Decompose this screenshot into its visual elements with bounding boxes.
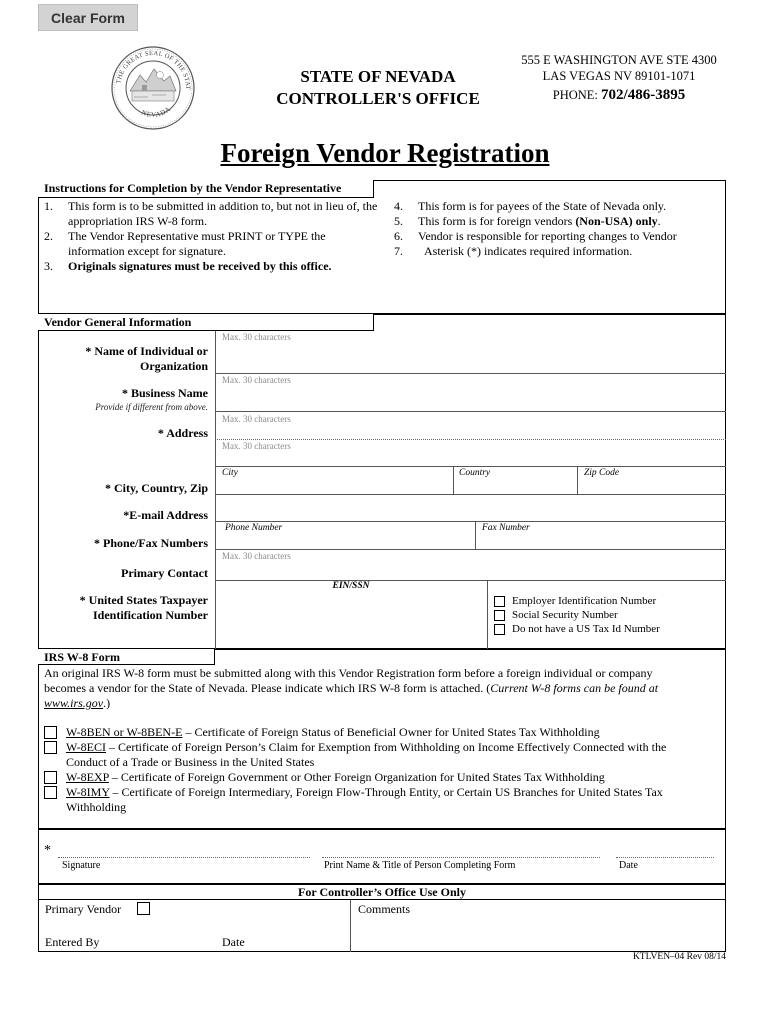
instruction-item: 7. Asterisk (*) indicates required information. [394,244,633,258]
date-field[interactable] [616,836,714,856]
address-line-1-field[interactable] [216,412,725,438]
business-hint: Provide if different from above. [95,402,208,412]
primary-vendor-label: Primary Vendor [45,902,122,916]
irs-w8-heading: IRS W-8 Form [38,649,215,665]
city-field[interactable] [216,467,452,493]
address-label: * Address [157,426,208,440]
form-code: KTLVEN–04 Rev 08/14 [632,952,726,962]
email-field[interactable] [216,495,725,521]
entered-by-label: Entered By [45,935,100,949]
instruction-item: 3. Originals signatures must be received by this office. [44,259,332,273]
city-country-zip-label: * City, Country, Zip [104,481,208,495]
address-line-1: 555 E WASHINGTON AVE STE 4300 [521,53,717,67]
primary-vendor-checkbox[interactable] [137,902,150,915]
phone-fax-label: * Phone/Fax Numbers [94,536,208,550]
country-field[interactable] [454,467,576,493]
phone-label: PHONE: [552,88,598,102]
business-name-label: * Business Name [121,386,208,400]
clear-form-button[interactable]: Clear Form [38,4,138,31]
ein-checkbox[interactable] [494,596,505,607]
signature-label: Signature [62,860,101,871]
phone-line [500,87,738,103]
city-hint: City [222,468,238,478]
w8-option-exp: W-8EXP – Certificate of Foreign Government or Other Foreign Organization for United States Tax Withholding [44,770,724,785]
instruction-item: 5. This form is for foreign vendors (Non-USA) only. [394,214,661,228]
ssn-checkbox[interactable] [494,610,505,621]
date-label: Date [619,860,638,871]
irs-link[interactable]: www.irs.gov [44,696,104,710]
phone-number: 702/486-3895 [601,87,686,103]
print-name-field[interactable] [322,836,600,856]
phone-hint: Phone Number [225,523,283,533]
name-max-hint: Max. 30 characters [222,332,291,342]
office-line-1: STATE OF NEVADA [300,67,456,86]
primary-contact-field[interactable] [216,550,725,579]
instructions-left [44,199,384,274]
tax-id-options [494,594,660,636]
fax-number-field[interactable] [476,522,725,548]
office-use-heading: For Controller’s Office Use Only [38,885,726,900]
fax-hint: Fax Number [482,523,530,533]
tax-option-ein: Employer Identification Number [494,594,660,608]
comments-label: Comments [358,902,411,916]
form-title: Foreign Vendor Registration [220,138,550,168]
w8-option-imy: W-8IMY – Certificate of Foreign Intermediary, Foreign Flow-Through Entity, or Certain US Branches for United States Tax Withholding [44,785,724,815]
email-label: *E-mail Address [123,508,208,522]
w8eci-checkbox[interactable] [44,741,57,754]
office-address [500,52,738,103]
office-name [256,66,500,110]
address-line-2-field[interactable] [216,440,725,466]
tax-option-none: Do not have a US Tax Id Number [494,622,660,636]
address-max-hint-1: Max. 30 characters [222,414,291,424]
instruction-item: 1. This form is to be submitted in addition to, but not in lieu of, the appropriation IRS W-8 form. [44,199,378,228]
ein-ssn-field[interactable] [216,594,486,648]
signature-asterisk: * [44,843,51,858]
vendor-info-heading: Vendor General Information [38,314,374,331]
instruction-item: 6. Vendor is responsible for reporting changes to Vendor [394,229,677,243]
instruction-item: 2. The Vendor Representative must PRINT or TYPE the information except for signature. [44,229,326,258]
contact-max-hint: Max. 30 characters [222,551,291,561]
instructions-right [394,199,724,259]
office-line-2: CONTROLLER'S OFFICE [276,89,480,108]
signature-line [58,857,310,858]
w8-option-ben: W-8BEN or W-8BEN-E – Certificate of Foreign Status of Beneficial Owner for United States Tax Withholding [44,725,724,740]
w8imy-checkbox[interactable] [44,786,57,799]
instructions-heading: Instructions for Completion by the Vendor Representative [38,180,374,198]
zip-hint: Zip Code [584,468,620,478]
w8exp-checkbox[interactable] [44,771,57,784]
zip-field[interactable] [578,467,725,493]
w8-intro: An original IRS W-8 form must be submitted along with this Vendor Registration form before a foreign individual or company becomes a vendor for the State of Nevada. Please indicate which IRS W-8 form is attached. (Current W-8 forms can be found at www.irs.gov.) [44,666,659,710]
svg-text:NEVADA: NEVADA [140,104,173,119]
no-tax-id-checkbox[interactable] [494,624,505,635]
taxpayer-id-label: * United States Taxpayer Identification Number [79,593,208,622]
address-max-hint-2: Max. 30 characters [222,441,291,451]
divider [350,900,351,952]
w8-options [44,725,724,815]
w8-option-eci: W-8ECI – Certificate of Foreign Person’s Claim for Exemption from Withholding on Income Effectively Connected with the Conduct of a Trade or Business in the United States [44,740,724,770]
instruction-item: 4. This form is for payees of the State of Nevada only. [394,199,667,213]
country-hint: Country [459,468,491,478]
nevada-seal-logo [108,45,198,131]
signature-field[interactable] [58,836,310,856]
tax-option-ssn: Social Security Number [494,608,660,622]
divider [487,580,488,649]
phone-number-field[interactable] [216,522,474,548]
primary-contact-label: Primary Contact [121,566,208,580]
address-line-2: LAS VEGAS NV 89101-1071 [542,69,696,83]
w8ben-checkbox[interactable] [44,726,57,739]
business-max-hint: Max. 30 characters [222,375,291,385]
svg-text:THE GREAT SEAL OF THE STATE OF: THE GREAT SEAL OF THE STAT [115,49,192,91]
comments-field[interactable] [358,917,724,950]
date-line [616,857,714,858]
name-label: * Name of Individual or Organization [85,344,208,373]
business-name-field[interactable] [216,374,725,411]
name-field[interactable] [216,331,725,373]
print-name-label: Print Name & Title of Person Completing Form [324,860,516,871]
print-name-line [322,857,600,858]
ein-ssn-label: EIN/SSN [332,581,370,591]
office-date-label: Date [222,935,245,949]
